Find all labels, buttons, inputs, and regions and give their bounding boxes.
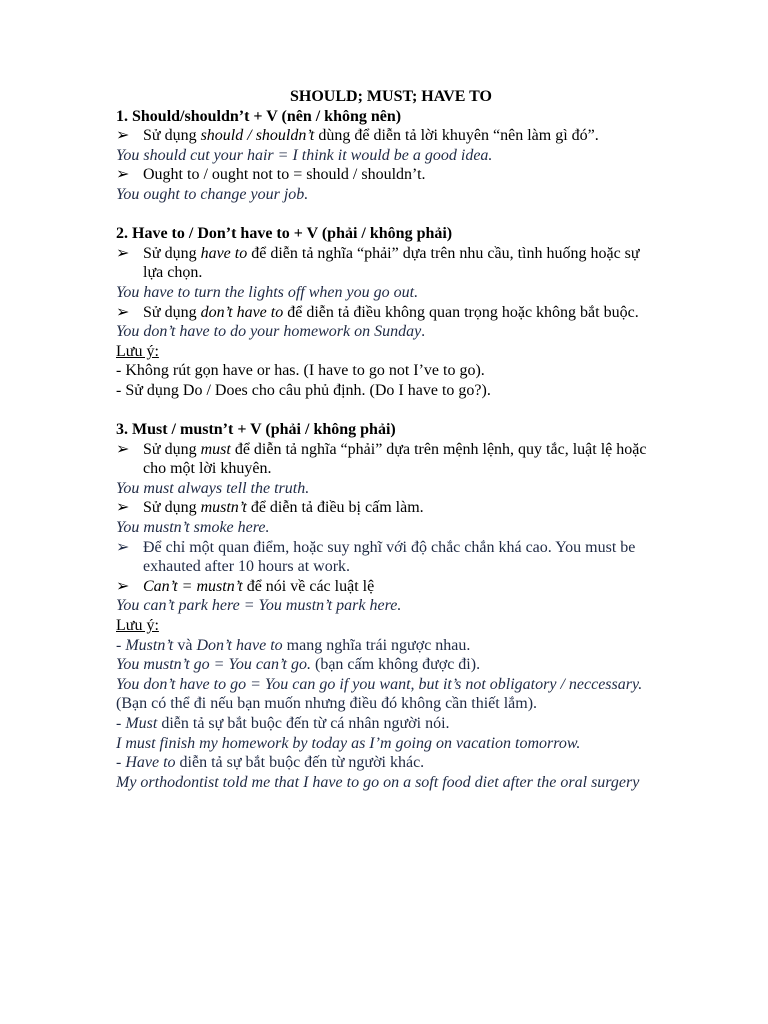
section-1-bullet-2	[116, 165, 656, 185]
document-page	[116, 87, 656, 792]
section-2-note-2: - Sử dụng Do / Does cho câu phủ định. (Do I have to go?).	[116, 381, 491, 399]
section-3-example-2: You mustn’t smoke here.	[116, 519, 270, 537]
bullet-emphasis: must	[200, 440, 231, 458]
note-text: mang nghĩa trái ngược nhau.	[282, 636, 471, 654]
note-text: -	[116, 754, 126, 772]
section-3-example-1: You must always tell the truth.	[116, 479, 310, 497]
bullet-text: Sử dụng	[143, 499, 201, 517]
bullet-text: Sử dụng	[143, 303, 201, 321]
arrow-bullet-icon: ➢	[116, 303, 130, 321]
bullet-text: để nói về các luật lệ	[242, 577, 375, 595]
section-1-bullet-1	[116, 126, 656, 146]
arrow-bullet-icon: ➢	[116, 440, 130, 458]
section-3-bullet-3	[116, 538, 656, 577]
bullet-text: Sử dụng	[143, 440, 201, 458]
section-3-note-5	[116, 753, 656, 773]
spacer	[116, 205, 656, 225]
arrow-bullet-icon: ➢	[116, 538, 130, 556]
section-2-bullet-2	[116, 303, 656, 323]
note-text: (bạn cấm không được đi).	[310, 656, 481, 674]
arrow-bullet-icon: ➢	[116, 127, 130, 145]
note-text: (Bạn có thể đi nếu bạn muốn nhưng điều đó không cần thiết lắm).	[116, 695, 538, 713]
bullet-text: để diễn tả điều không quan trọng hoặc không bắt buộc.	[283, 303, 639, 321]
bullet-text: Sử dụng	[143, 244, 201, 262]
section-1-example-2: You ought to change your job.	[116, 185, 309, 203]
note-emphasis: You mustn’t go = You can’t go.	[116, 656, 311, 674]
note-emphasis: Have to	[125, 754, 176, 772]
section-2-bullet-1	[116, 244, 656, 283]
bullet-text: để diễn tả điều bị cấm làm.	[246, 499, 424, 517]
section-3-note-1	[116, 636, 656, 656]
arrow-bullet-icon: ➢	[116, 577, 130, 595]
bullet-emphasis: mustn’t	[200, 499, 247, 517]
note-emphasis: Don’t have to	[196, 636, 283, 654]
note-emphasis: Must	[125, 715, 158, 732]
document-title: SHOULD; MUST; HAVE TO	[290, 88, 492, 105]
section-2-note-label: Lưu ý:	[116, 342, 159, 360]
note-text: -	[116, 715, 126, 732]
spacer	[116, 401, 656, 421]
section-3-example-4: I must finish my homework by today as I’m going on vacation tomorrow.	[116, 734, 581, 752]
arrow-bullet-icon: ➢	[116, 166, 130, 184]
section-2-example-2	[116, 322, 656, 342]
section-3-heading: 3. Must / mustn’t + V (phải / không phải)	[116, 421, 396, 439]
section-3-note-2	[116, 655, 656, 675]
section-2-heading: 2. Have to / Don’t have to + V (phải / không phải)	[116, 225, 453, 243]
section-2-example-1: You have to turn the lights off when you go out.	[116, 283, 419, 301]
section-3-example-5: My orthodontist told me that I have to go on a soft food diet after the oral surgery	[116, 773, 640, 791]
example-text: You don’t have to do your homework on Sunday	[116, 323, 422, 341]
bullet-text: Ought to / ought not to = should / shouldn’t.	[143, 166, 426, 184]
example-punct: .	[421, 323, 426, 341]
bullet-emphasis: Can’t = mustn’t	[143, 577, 243, 595]
section-1-example-1: You should cut your hair = I think it would be a good idea.	[116, 146, 493, 164]
section-3-bullet-4	[116, 577, 656, 597]
bullet-text: Để chỉ một quan điểm, hoặc suy nghĩ với độ chắc chắn khá cao. You must be exhauted after 10 hours at work.	[143, 538, 636, 576]
bullet-emphasis: should / shouldn’t	[200, 127, 315, 145]
section-3-note-label: Lưu ý:	[116, 617, 159, 635]
section-3-bullet-1	[116, 440, 656, 479]
note-text: và	[173, 636, 197, 654]
note-text: -	[116, 636, 126, 654]
section-2-note-1: - Không rút gọn have or has. (I have to go not I’ve to go).	[116, 362, 485, 380]
arrow-bullet-icon: ➢	[116, 499, 130, 517]
section-3-example-3: You can’t park here = You mustn’t park here.	[116, 597, 402, 615]
section-3-bullet-2	[116, 498, 656, 518]
section-3-note-4	[116, 714, 656, 734]
bullet-text: để diễn tả nghĩa “phải” dựa trên nhu cầu, tình huống hoặc sự lựa chọn.	[143, 244, 640, 282]
note-text: diễn tả sự bắt buộc đến từ người khác.	[175, 754, 425, 772]
section-3-note-3	[116, 675, 656, 714]
section-1-heading: 1. Should/shouldn’t + V (nên / không nên)	[116, 107, 402, 125]
arrow-bullet-icon: ➢	[116, 244, 130, 262]
bullet-text: để diễn tả nghĩa “phải” dựa trên mệnh lệnh, quy tắc, luật lệ hoặc cho một lời khuyên.	[143, 440, 647, 478]
bullet-emphasis: have to	[200, 244, 248, 262]
bullet-emphasis: don’t have to	[200, 303, 284, 321]
note-emphasis: You don’t have to go = You can go if you want, but it’s not obligatory / neccessary.	[116, 675, 643, 693]
note-emphasis: Mustn’t	[125, 636, 174, 654]
bullet-text: dùng để diễn tả lời khuyên “nên làm gì đó”.	[314, 127, 599, 145]
bullet-text: Sử dụng	[143, 127, 201, 145]
note-text: diễn tả sự bắt buộc đến từ cá nhân người nói.	[157, 715, 450, 732]
